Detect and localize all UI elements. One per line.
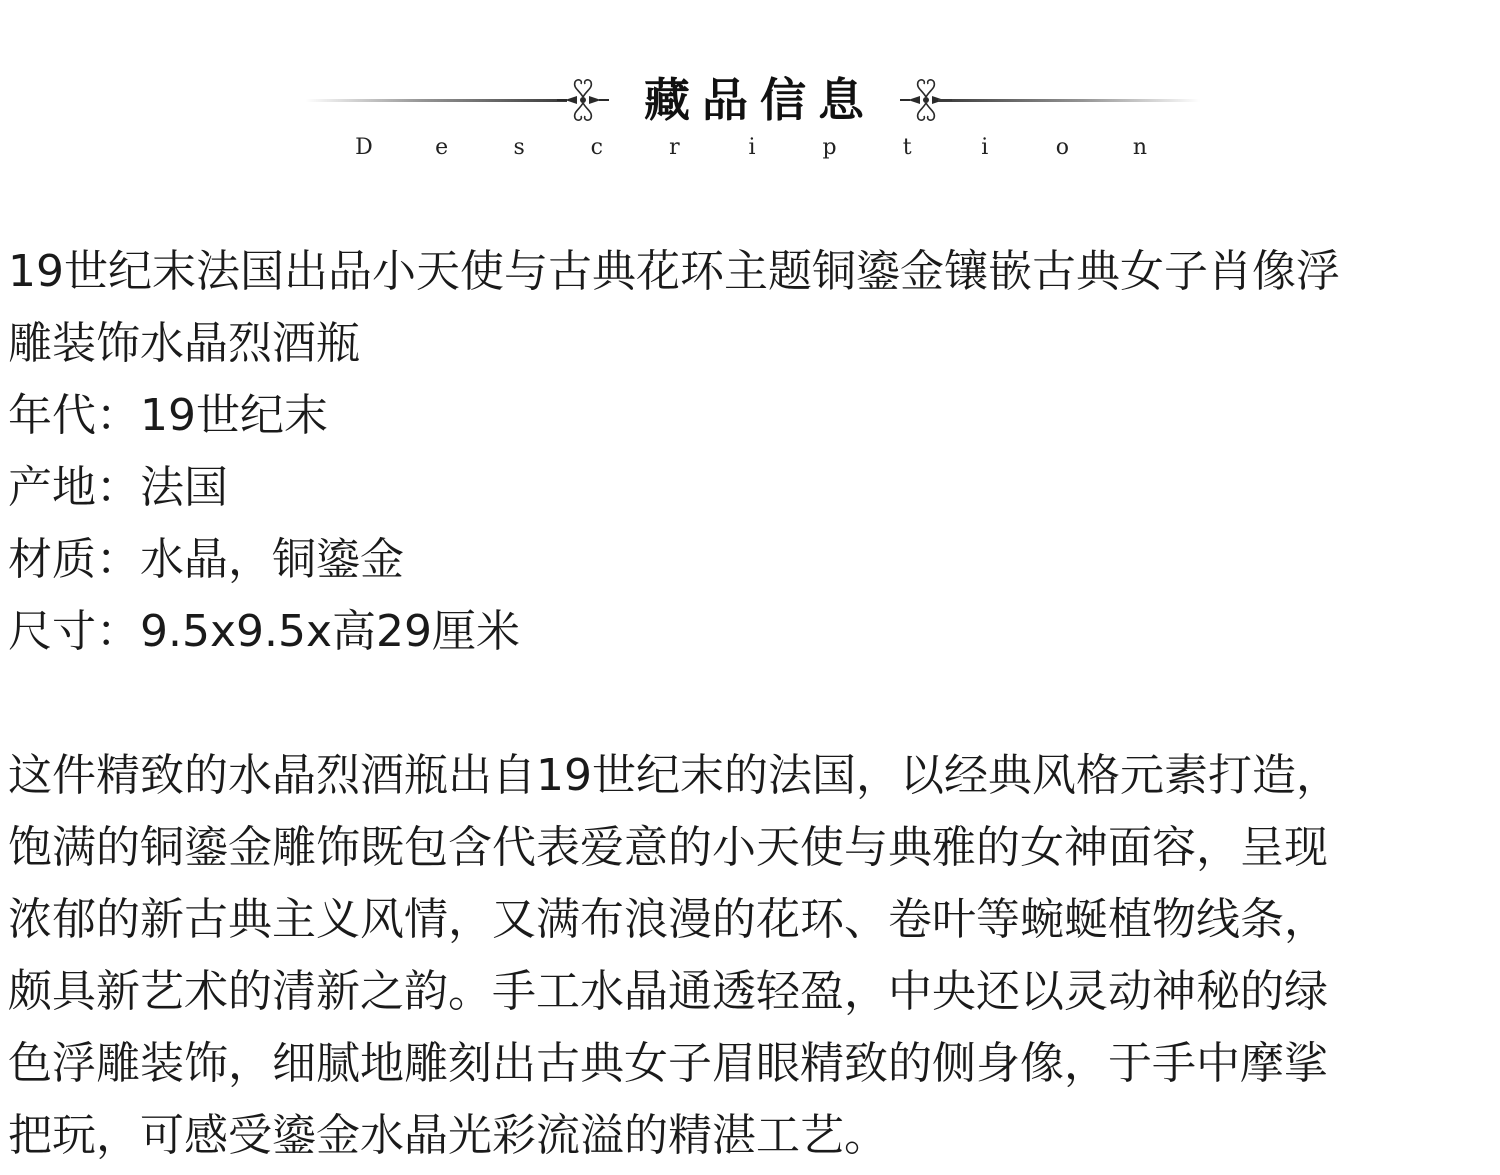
subtitle-letter: o — [1055, 135, 1069, 160]
subtitle-letter: r — [669, 135, 680, 160]
description-line: 颇具新艺术的清新之韵。手工水晶通透轻盈，中央还以灵动神秘的绿 — [8, 966, 1328, 1017]
subtitle-letter: p — [822, 135, 837, 160]
section-header — [0, 0, 1500, 200]
section-subtitle — [352, 134, 1152, 162]
section-title: 藏品信息 — [644, 73, 876, 127]
divider-line-left — [305, 99, 567, 102]
description-line: 饱满的铜鎏金雕饰既包含代表爱意的小天使与典雅的女神面容，呈现 — [8, 822, 1328, 873]
item-era: 年代：19世纪末 — [8, 390, 328, 441]
divider-line-right — [938, 99, 1200, 102]
subtitle-letter: i — [748, 135, 756, 160]
item-specs — [8, 236, 1488, 668]
item-name-line: 19世纪末法国出品小天使与古典花环主题铜鎏金镶嵌古典女子肖像浮 — [8, 246, 1340, 297]
flourish-ornament-icon — [555, 72, 611, 128]
subtitle-letter: n — [1132, 135, 1148, 160]
subtitle-letter: i — [981, 135, 989, 160]
description-line: 这件精致的水晶烈酒瓶出自19世纪末的法国，以经典风格元素打造， — [8, 750, 1340, 801]
item-size: 尺寸：9.5x9.5x高29厘米 — [8, 606, 521, 657]
subtitle-letter: t — [902, 135, 912, 160]
subtitle-letter: s — [513, 135, 525, 160]
description-line: 色浮雕装饰，细腻地雕刻出古典女子眉眼精致的侧身像，于手中摩挲 — [8, 1038, 1328, 1089]
description-line: 浓郁的新古典主义风情，又满布浪漫的花环、卷叶等蜿蜒植物线条， — [8, 894, 1328, 945]
item-name-line: 雕装饰水晶烈酒瓶 — [8, 318, 360, 369]
description-line: 把玩，可感受鎏金水晶光彩流溢的精湛工艺。 — [8, 1110, 888, 1161]
item-material: 材质：水晶，铜鎏金 — [8, 534, 404, 585]
subtitle-letter: D — [355, 135, 373, 160]
subtitle-letter: e — [435, 135, 449, 160]
item-description — [8, 740, 1488, 1172]
subtitle-letter: c — [590, 135, 603, 160]
item-origin: 产地：法国 — [8, 462, 228, 513]
